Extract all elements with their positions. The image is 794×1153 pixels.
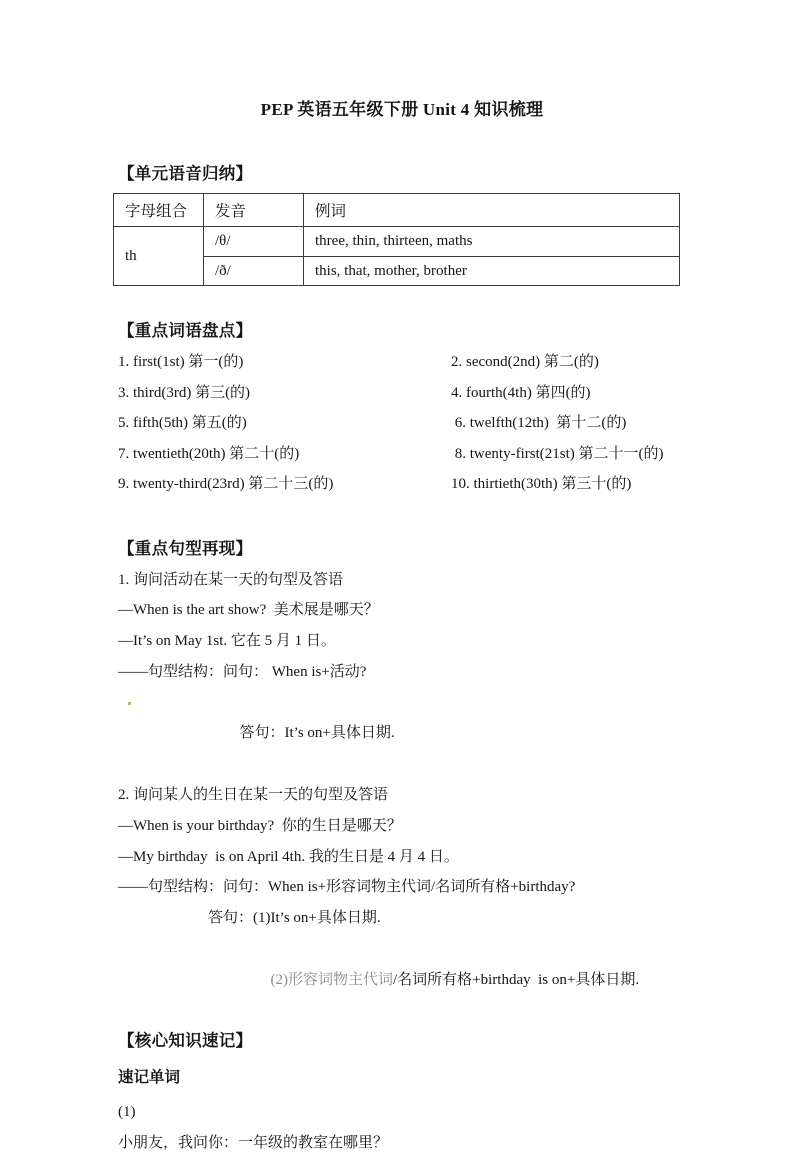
table-header-examples: 例词 bbox=[304, 194, 680, 227]
table-header-letter-group: 字母组合 bbox=[114, 194, 204, 227]
table-row bbox=[114, 227, 680, 257]
section-heading-sentences: 【重点句型再现】 bbox=[118, 538, 253, 558]
word-item: 6. twelfth(12th) 第十二(的) bbox=[451, 415, 627, 431]
page-title: PEP 英语五年级下册 Unit 4 知识梳理 bbox=[260, 100, 544, 119]
word-row bbox=[118, 469, 686, 500]
sentence-line bbox=[118, 688, 686, 780]
examples-cell: this, that, mother, brother bbox=[304, 257, 680, 286]
word-item: 2. second(2nd) 第二(的) bbox=[451, 354, 599, 370]
sentence-line: —When is the art show? 美术展是哪天？ bbox=[118, 602, 379, 619]
word-item: 4. fourth(4th) 第四(的) bbox=[451, 384, 591, 401]
sentence-text: 答句：It’s on+具体日期. bbox=[239, 725, 395, 742]
word-item: 5. fifth(5th) 第五(的) bbox=[118, 415, 247, 431]
sentence-line: 2. 询问某人的生日在某一天的句型及答语 bbox=[118, 787, 389, 804]
word-row bbox=[118, 439, 686, 470]
word-item: 10. thirtieth(30th) 第三十(的) bbox=[451, 476, 632, 492]
word-row bbox=[118, 378, 686, 409]
sentence-line: —When is your birthday? 你的生日是哪天？ bbox=[118, 817, 402, 834]
sentence-line: ——句型结构：问句： When is+活动? bbox=[118, 663, 367, 680]
sentence-section bbox=[118, 565, 686, 1027]
word-item: 3. third(3rd) 第三(的) bbox=[118, 384, 251, 401]
sentence-line: 答句：(1)It’s on+具体日期. bbox=[208, 910, 381, 927]
examples-cell: three, thin, thirteen, maths bbox=[304, 227, 680, 257]
sentence-line: 1. 询问活动在某一天的句型及答语 bbox=[118, 571, 344, 588]
word-item: 9. twenty-third(23rd) 第二十三(的) bbox=[118, 476, 334, 492]
core-subheading: 速记单词 bbox=[118, 1069, 181, 1087]
word-list bbox=[118, 347, 686, 500]
word-row bbox=[118, 347, 686, 378]
core-section bbox=[118, 1027, 686, 1153]
section-heading-phonics: 【单元语音归纳】 bbox=[118, 164, 253, 183]
word-item: 8. twenty-first(21st) 第二十一(的) bbox=[451, 445, 664, 462]
pronunciation-cell: /θ/ bbox=[204, 227, 304, 257]
sentence-line: ——句型结构：问句：When is+形容词物主代词/名词所有格+birthday? bbox=[118, 879, 576, 896]
pronunciation-cell: /ð/ bbox=[204, 257, 304, 286]
word-item: 7. twentieth(20th) 第二十(的) bbox=[118, 445, 300, 462]
core-item-text: 小朋友，我问你：一年级的教室在哪里？ bbox=[118, 1135, 389, 1152]
table-header-pronunciation: 发音 bbox=[204, 194, 304, 227]
sentence-text-muted: (2)形容词物主代词 bbox=[270, 971, 393, 988]
letter-group-cell: th bbox=[114, 227, 204, 286]
core-item-number: (1) bbox=[118, 1104, 136, 1121]
phonics-table bbox=[113, 193, 680, 286]
section-heading-words: 【重点词语盘点】 bbox=[118, 321, 253, 340]
sentence-line: —It’s on May 1st. 它在 5 月 1 日。 bbox=[118, 633, 336, 650]
sentence-line: —My birthday is on April 4th. 我的生日是 4 月 4 日。 bbox=[118, 848, 459, 865]
word-row bbox=[118, 408, 686, 439]
sentence-line bbox=[118, 934, 686, 1026]
word-item: 1. first(1st) 第一(的) bbox=[118, 354, 244, 370]
section-heading-core: 【核心知识速记】 bbox=[118, 1031, 253, 1051]
sentence-text: /名词所有格+birthday is on+具体日期. bbox=[393, 971, 640, 988]
stray-dot-mark bbox=[128, 702, 131, 705]
